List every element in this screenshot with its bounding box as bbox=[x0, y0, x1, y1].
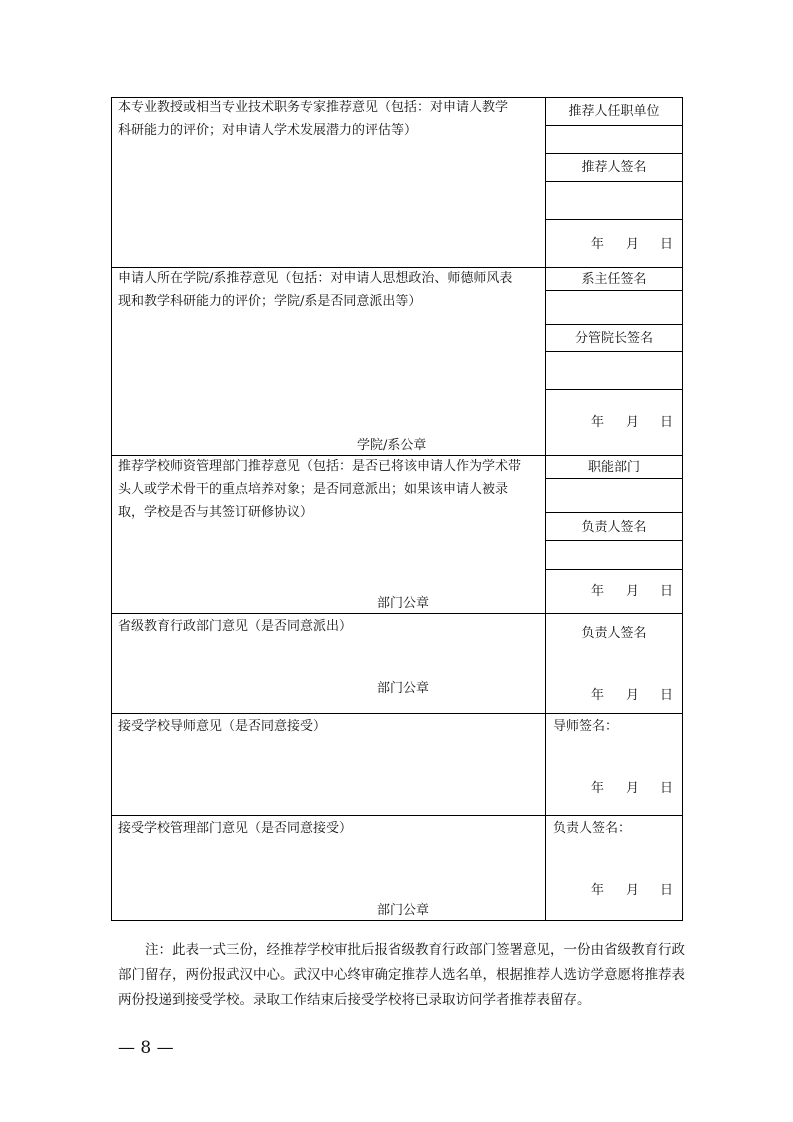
date-month: 月 bbox=[626, 237, 640, 252]
section-1-label-unit: 推荐人任职单位 bbox=[568, 104, 660, 119]
section-5-text-line: 接受学校导师意见（是否同意接受） bbox=[118, 719, 327, 734]
column-divider bbox=[545, 97, 546, 921]
cell-line bbox=[545, 512, 683, 513]
row-line bbox=[111, 815, 683, 816]
section-4-seal: 部门公章 bbox=[377, 681, 430, 696]
section-2-seal: 学院/系公章 bbox=[357, 438, 427, 453]
section-1-text-line: 科研能力的评价；对申请人学术发展潜力的评估等） bbox=[118, 123, 418, 138]
section-3-text-line: 头人或学术骨干的重点培养对象；是否同意派出；如果该申请人被录 bbox=[118, 482, 509, 497]
date-month: 月 bbox=[626, 883, 640, 898]
cell-line bbox=[545, 389, 683, 390]
date-day: 日 bbox=[660, 237, 674, 252]
footnote: 注：此表一式三份，经推荐学校审批后报省级教育行政部门签署意见，一份由省级教育行政部门留存，两份报武汉中心。武汉中心终审确定推荐人选名单，根据推荐人选访学意愿将推荐表两份投递到接受学校。录取工作结束后接受学校将已录取访问学者推荐表留存。 bbox=[118, 942, 685, 1008]
section-3-seal: 部门公章 bbox=[377, 596, 430, 611]
section-4-label-signature: 负责人签名 bbox=[581, 626, 647, 641]
date-month: 月 bbox=[626, 415, 640, 430]
date-day: 日 bbox=[660, 415, 674, 430]
date-month: 月 bbox=[626, 584, 640, 599]
section-1-text-line: 本专业教授或相当专业技术职务专家推荐意见（包括：对申请人教学 bbox=[118, 100, 509, 115]
section-3-text-line: 推荐学校师资管理部门推荐意见（包括：是否已将该申请人作为学术带 bbox=[118, 459, 522, 474]
cell-line bbox=[545, 540, 683, 541]
section-2-label-dean: 系主任签名 bbox=[581, 272, 647, 287]
cell-line bbox=[545, 351, 683, 352]
date-year: 年 bbox=[591, 688, 605, 703]
section-6-label-signature: 负责人签名： bbox=[553, 821, 632, 836]
section-4-text-line: 省级教育行政部门意见（是否同意派出） bbox=[118, 619, 353, 634]
section-3-label-signature: 负责人签名 bbox=[581, 520, 647, 535]
cell-line bbox=[545, 181, 683, 182]
date-day: 日 bbox=[660, 688, 674, 703]
section-1-label-signature: 推荐人签名 bbox=[581, 160, 647, 175]
section-2-text-line: 现和教学科研能力的评价；学院/系是否同意派出等） bbox=[118, 294, 422, 309]
table-left-border bbox=[111, 97, 112, 921]
cell-line bbox=[545, 153, 683, 154]
cell-line bbox=[545, 125, 683, 126]
section-6-seal: 部门公章 bbox=[377, 903, 430, 918]
date-year: 年 bbox=[591, 781, 605, 796]
section-6-text-line: 接受学校管理部门意见（是否同意接受） bbox=[118, 821, 353, 836]
date-day: 日 bbox=[660, 584, 674, 599]
date-day: 日 bbox=[660, 781, 674, 796]
page-number: — 8 — bbox=[118, 1038, 174, 1058]
section-5-label-supervisor: 导师签名： bbox=[553, 719, 619, 734]
date-day: 日 bbox=[660, 883, 674, 898]
row-line bbox=[111, 713, 683, 714]
section-2-label-vice-dean: 分管院长签名 bbox=[574, 331, 653, 346]
cell-line bbox=[545, 569, 683, 570]
cell-line bbox=[545, 324, 683, 325]
table-right-border bbox=[682, 97, 683, 921]
date-year: 年 bbox=[591, 415, 605, 430]
date-month: 月 bbox=[626, 781, 640, 796]
date-year: 年 bbox=[591, 237, 605, 252]
section-3-label-dept: 职能部门 bbox=[587, 460, 640, 475]
section-3-text-line: 取，学校是否与其签订研修协议） bbox=[118, 505, 314, 520]
date-year: 年 bbox=[591, 883, 605, 898]
section-2-text-line: 申请人所在学院/系推荐意见（包括：对申请人思想政治、师德师风表 bbox=[118, 271, 513, 286]
date-year: 年 bbox=[591, 584, 605, 599]
date-month: 月 bbox=[626, 688, 640, 703]
cell-line bbox=[545, 219, 683, 220]
